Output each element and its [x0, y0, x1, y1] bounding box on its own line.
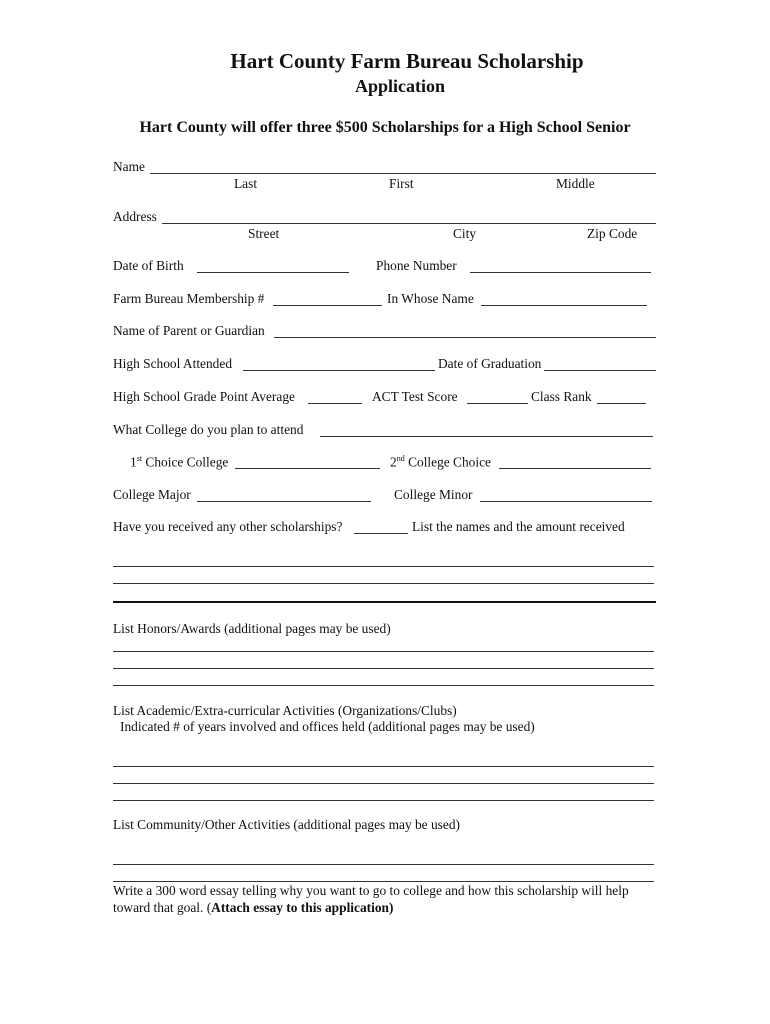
- address-zip-caption: Zip Code: [587, 226, 638, 241]
- major-label: College Major: [113, 487, 191, 502]
- essay-instruction: Write a 300 word essay telling why you want to go to college and how this scholarship will help: [113, 883, 629, 898]
- headline: Hart County will offer three $500 Scholarships for a High School Senior: [139, 119, 631, 136]
- gpa-field[interactable]: [308, 403, 362, 404]
- activities-line-3[interactable]: [113, 800, 654, 801]
- essay-attach-note: Attach essay to this application): [211, 900, 394, 915]
- minor-field[interactable]: [480, 501, 652, 502]
- act-label: ACT Test Score: [372, 389, 458, 404]
- graduation-field[interactable]: [544, 370, 656, 371]
- honors-line-1[interactable]: [113, 651, 654, 652]
- address-street-caption: Street: [248, 226, 280, 241]
- activities-label: List Academic/Extra-curricular Activities (Organizations/Clubs): [113, 703, 457, 718]
- major-field[interactable]: [197, 501, 371, 502]
- rank-label: Class Rank: [531, 389, 592, 404]
- college-plan-field[interactable]: [320, 436, 653, 437]
- address-label: Address: [113, 209, 157, 224]
- list-names-label: List the names and the amount received: [412, 519, 625, 534]
- scholarships-line-1[interactable]: [113, 566, 654, 567]
- hs-attended-field[interactable]: [243, 370, 435, 371]
- essay-instruction-line2: toward that goal. (Attach essay to this application): [113, 900, 394, 915]
- address-field[interactable]: [162, 223, 656, 224]
- honors-label: List Honors/Awards (additional pages may be used): [113, 621, 391, 636]
- choice1-field[interactable]: [235, 468, 380, 469]
- minor-label: College Minor: [394, 487, 473, 502]
- other-scholarships-field[interactable]: [354, 533, 408, 534]
- hs-attended-label: High School Attended: [113, 356, 233, 371]
- name-label: Name: [113, 159, 145, 174]
- community-label: List Community/Other Activities (additional pages may be used): [113, 817, 460, 832]
- activities-line-1[interactable]: [113, 766, 654, 767]
- name-last-caption: Last: [234, 176, 258, 191]
- choice2-label: 2nd College Choice: [390, 454, 491, 470]
- whose-name-field[interactable]: [481, 305, 647, 306]
- parent-field[interactable]: [274, 337, 656, 338]
- name-first-caption: First: [389, 176, 414, 191]
- gpa-label: High School Grade Point Average: [113, 389, 295, 404]
- name-middle-caption: Middle: [556, 176, 595, 191]
- graduation-label: Date of Graduation: [438, 356, 542, 371]
- rank-field[interactable]: [597, 403, 646, 404]
- dob-label: Date of Birth: [113, 258, 184, 273]
- community-line-2[interactable]: [113, 881, 654, 882]
- choice1-label: 1st Choice College: [130, 454, 229, 470]
- honors-line-3[interactable]: [113, 685, 654, 686]
- dob-field[interactable]: [197, 272, 349, 273]
- membership-field[interactable]: [273, 305, 382, 306]
- parent-label: Name of Parent or Guardian: [113, 323, 265, 338]
- activities-line-2[interactable]: [113, 783, 654, 784]
- choice2-field[interactable]: [499, 468, 651, 469]
- page-subtitle: Application: [354, 76, 446, 96]
- act-field[interactable]: [467, 403, 528, 404]
- address-city-caption: City: [453, 226, 477, 241]
- phone-label: Phone Number: [376, 258, 457, 273]
- section-divider: [113, 601, 656, 603]
- membership-label: Farm Bureau Membership #: [113, 291, 265, 306]
- whose-name-label: In Whose Name: [387, 291, 474, 306]
- page-title: Hart County Farm Bureau Scholarship: [230, 49, 584, 73]
- community-line-1[interactable]: [113, 864, 654, 865]
- name-field[interactable]: [150, 173, 656, 174]
- honors-line-2[interactable]: [113, 668, 654, 669]
- scholarships-line-2[interactable]: [113, 583, 654, 584]
- phone-field[interactable]: [470, 272, 651, 273]
- other-scholarships-label: Have you received any other scholarships?: [113, 519, 343, 534]
- college-plan-label: What College do you plan to attend: [113, 422, 304, 437]
- activities-note: Indicated # of years involved and offices held (additional pages may be used): [120, 719, 535, 734]
